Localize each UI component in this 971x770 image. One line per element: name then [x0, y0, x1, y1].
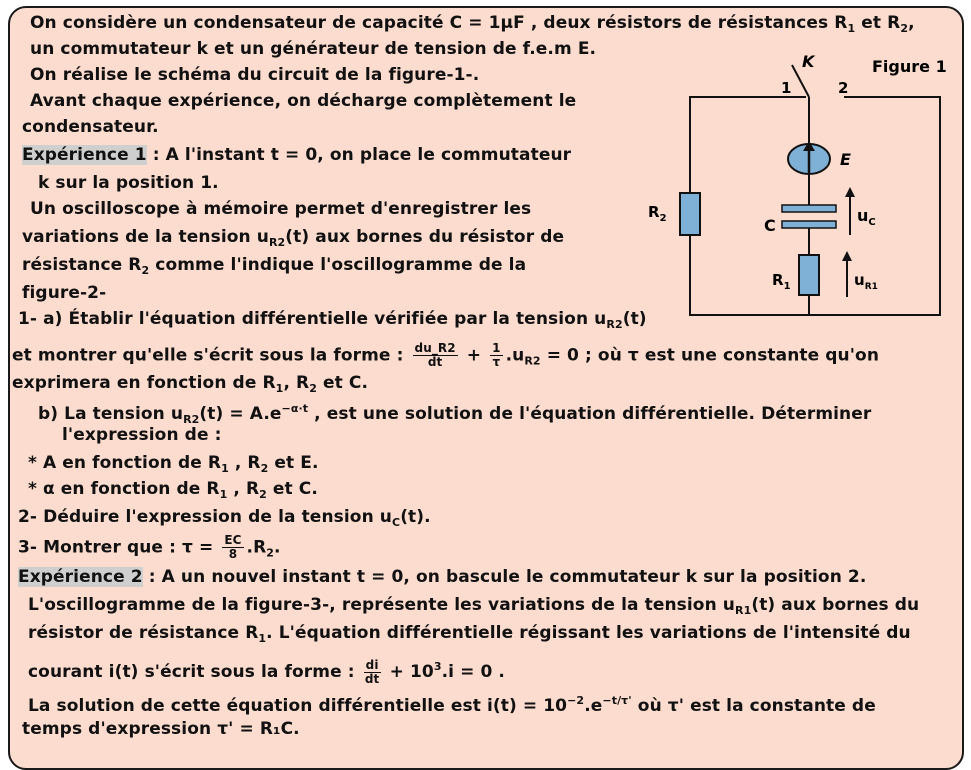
text-line [28, 452, 319, 480]
text-segment: , est une solution de l'équation différentielle. Déterminer [308, 404, 872, 424]
ur1-arrow [842, 251, 852, 297]
subscript: 2 [260, 462, 269, 475]
subscript: R2 [606, 318, 623, 331]
subscript: C [392, 516, 401, 529]
text-segment: , R [227, 479, 260, 499]
position-1-label: 1 [781, 79, 792, 97]
text-segment: un commutateur k et un générateur de tension de f.e.m E. [30, 39, 597, 59]
text-segment: Avant chaque expérience, on décharge complètement le [30, 91, 577, 111]
fraction-numerator: 1 [492, 341, 501, 355]
fraction-denominator: 8 [228, 547, 238, 561]
text-segment: courant i(t) s'écrit sous la forme : [28, 662, 361, 682]
fraction [413, 342, 458, 369]
text-segment: et montrer qu'elle s'écrit sous la forme : [12, 345, 410, 366]
text-segment: * A en fonction de R [28, 453, 222, 473]
text-line [12, 372, 368, 400]
fraction-denominator: τ [492, 355, 501, 369]
text-line [12, 342, 879, 373]
text-segment: variations de la tension u [22, 227, 269, 247]
text-segment: (t). [400, 507, 431, 527]
text-line [30, 198, 531, 220]
text-segment: exprimera en fonction de R [12, 373, 276, 393]
text-segment: * α en fonction de R [28, 479, 220, 499]
text-segment: (t) aux bornes du [751, 595, 920, 615]
text-segment: où τ' est la constante de [631, 696, 876, 716]
text-segment: : A l'instant t = 0, on place le commutateur [146, 145, 572, 165]
text-line [28, 622, 911, 650]
text-segment: b) La tension u [38, 404, 184, 424]
fraction-denominator: dt [364, 671, 380, 686]
text-line [30, 64, 479, 86]
subscript: 2 [141, 264, 150, 277]
text-line [22, 282, 106, 304]
fraction-denominator: dt [427, 355, 443, 369]
text-segment: l'expression de : [62, 425, 222, 445]
text-segment: et R [855, 13, 901, 33]
text-segment: résistance R [22, 255, 142, 275]
fraction-numerator: di [365, 657, 379, 672]
text-line [22, 226, 564, 254]
uc-arrow [845, 187, 855, 235]
text-line [18, 308, 647, 336]
text-line [38, 172, 219, 194]
text-segment: résistor de résistance R [28, 623, 259, 643]
text-line [30, 90, 576, 112]
section-heading: Expérience 2 [18, 567, 143, 587]
fraction-numerator: EC [224, 533, 242, 547]
text-line [30, 38, 596, 60]
text-segment: On réalise le schéma du circuit de la figure-1-. [30, 65, 480, 85]
ur1-label: $u_{R1}$ [854, 271, 878, 292]
figure-title: Figure 1 [872, 57, 947, 76]
fraction-numerator: du_R2 [414, 341, 456, 355]
text-segment: 1- a) Établir l'équation différentielle vérifiée par la tension u [18, 309, 607, 329]
text-line [28, 690, 876, 717]
text-segment: La solution de cette équation différentielle est i(t) = 10 [28, 696, 568, 716]
generator-label: E [840, 150, 851, 169]
text-segment: 2- Déduire l'expression de la tension u [18, 507, 392, 527]
position-2-label: 2 [838, 79, 849, 97]
text-segment: + 10 [383, 662, 434, 682]
subscript: 1 [847, 22, 856, 35]
circuit-figure-1 [640, 45, 960, 320]
subscript: R2 [183, 413, 200, 426]
text-segment: condensateur. [22, 117, 159, 137]
section-heading: Expérience 1 [22, 145, 147, 165]
text-line [62, 424, 222, 446]
generator-e [788, 141, 830, 174]
text-line [28, 594, 919, 622]
resistor-r1-label: $R_1$ [772, 271, 791, 292]
text-line [18, 534, 281, 565]
resistor-r1 [799, 255, 819, 295]
text-segment: , [908, 13, 915, 33]
text-segment: (t) [622, 309, 647, 329]
text-segment: + [460, 345, 488, 366]
text-segment: . L'équation différentielle régissant les variations de l'intensité du [266, 623, 911, 643]
text-segment: et E. [268, 453, 319, 473]
superscript: −α·t [281, 402, 309, 415]
text-segment: . [274, 537, 281, 558]
fraction [222, 534, 243, 561]
subscript: 1 [275, 382, 284, 395]
text-segment: , R [283, 373, 310, 393]
text-segment: (t) aux bornes du résistor de [285, 227, 565, 247]
text-segment: .i = 0 . [441, 662, 505, 682]
text-segment: (t) = A.e [199, 404, 282, 424]
text-segment: Un oscilloscope à mémoire permet d'enregistrer les [30, 199, 532, 219]
text-line [28, 478, 318, 506]
text-line [18, 506, 431, 534]
switch-label: K [802, 52, 815, 71]
capacitor-label: C [764, 216, 776, 235]
text-segment: et C. [316, 373, 369, 393]
text-segment: = 0 ; où τ est une constante qu'on [540, 345, 880, 366]
subscript: 2 [266, 546, 275, 560]
text-line [22, 254, 526, 282]
text-segment: temps d'expression τ' = R₁C. [22, 719, 300, 739]
capacitor-c [782, 205, 836, 228]
text-segment: 3- Montrer que : τ = [18, 537, 220, 558]
subscript: 2 [259, 488, 267, 501]
text-segment: , R [228, 453, 261, 473]
text-segment: .u [505, 345, 525, 366]
text-line [22, 718, 300, 740]
subscript: 2 [900, 22, 909, 35]
text-segment: comme l'indique l'oscillogramme de la [149, 255, 527, 275]
text-segment: L'oscillogramme de la figure-3-, représente les variations de la tension u [28, 595, 735, 615]
text-segment: k sur la position 1. [38, 173, 219, 193]
superscript: −2 [567, 694, 585, 707]
text-segment: .R [246, 537, 267, 558]
resistor-r2-label: $R_2$ [648, 203, 667, 224]
subscript: R2 [524, 354, 541, 368]
subscript: R2 [268, 236, 286, 249]
text-line [22, 116, 159, 138]
subscript: 1 [219, 488, 228, 501]
subscript: 2 [309, 382, 317, 395]
text-segment: On considère un condensateur de capacité C = 1μF , deux résistors de résistances R [30, 13, 848, 33]
text-segment: : A un nouvel instant t = 0, on bascule le commutateur k sur la position 2. [142, 567, 867, 587]
superscript: 3 [433, 660, 442, 673]
fraction [364, 659, 381, 686]
text-segment: et C. [266, 479, 318, 499]
text-segment: .e [584, 696, 603, 716]
text-line [28, 656, 505, 686]
text-segment: figure-2- [22, 283, 107, 303]
resistor-r2 [680, 193, 700, 235]
subscript: 1 [221, 462, 229, 475]
superscript: −t/τ' [602, 694, 632, 707]
fraction [490, 342, 502, 369]
text-line [18, 566, 866, 588]
subscript: 1 [258, 632, 267, 645]
uc-label: $u_C$ [857, 206, 876, 228]
subscript: R1 [735, 604, 752, 617]
text-line [22, 144, 571, 166]
text-line [30, 12, 915, 40]
